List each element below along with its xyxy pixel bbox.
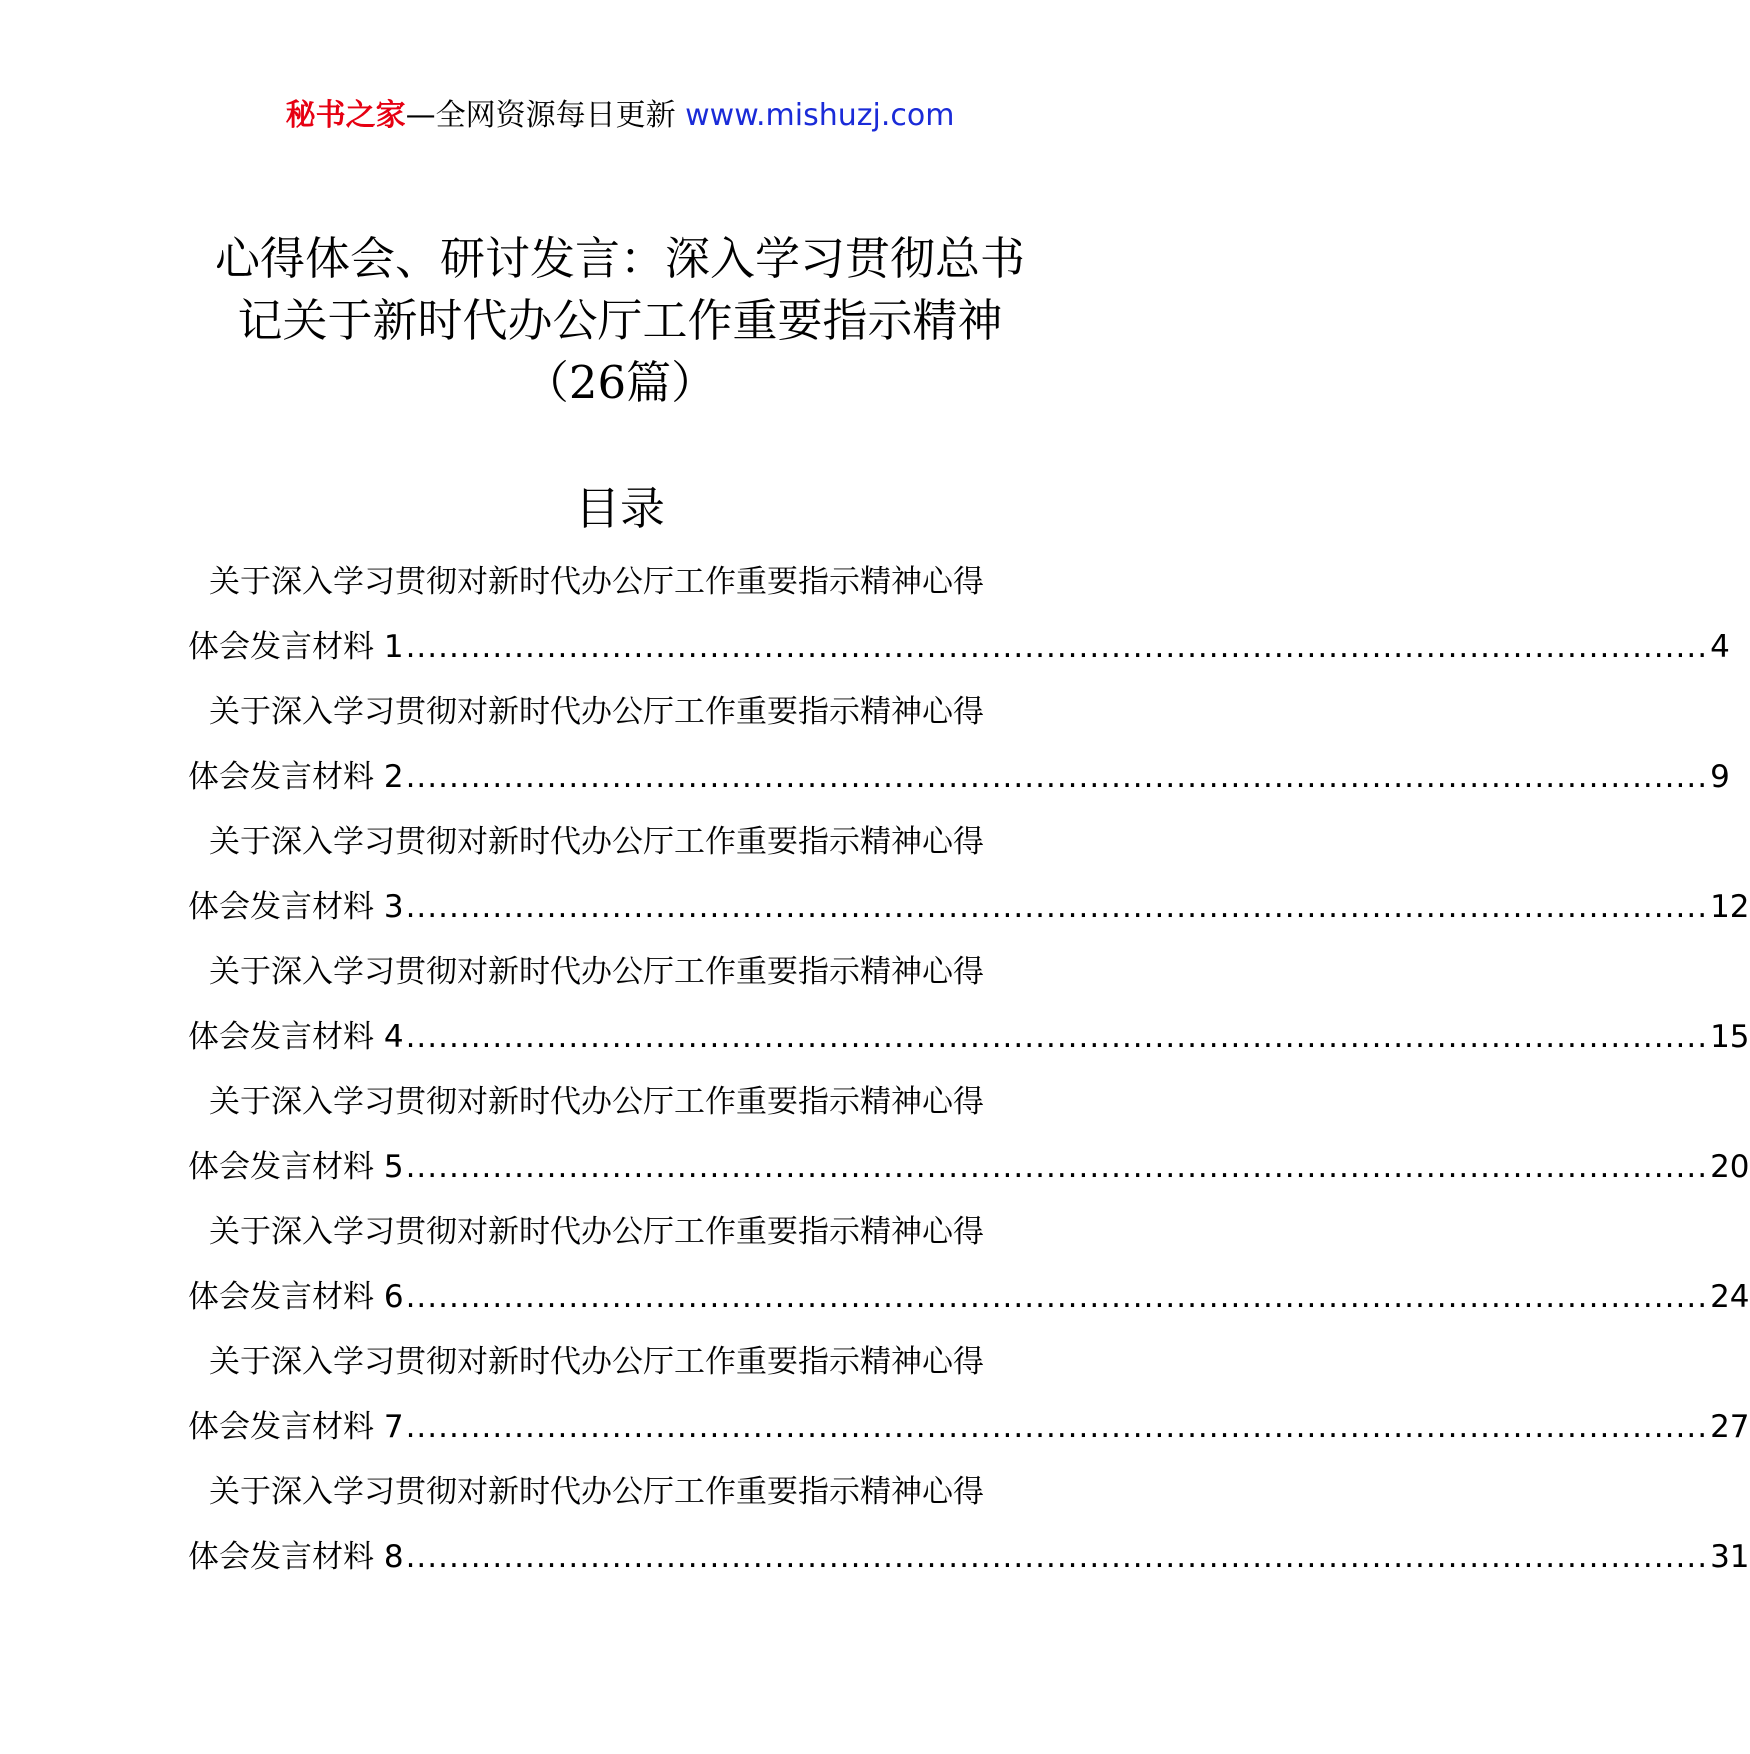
- toc-entry-title: 关于深入学习贯彻对新时代办公厅工作重要指示精神心得: [209, 694, 984, 730]
- toc-entry-line2: [188, 745, 1730, 810]
- toc-entry[interactable]: [188, 1200, 1750, 1330]
- header-slogan: —全网资源每日更新: [405, 98, 676, 133]
- toc-page-number: 27: [1710, 1409, 1750, 1445]
- site-url-link[interactable]: www.mishuzj.com: [685, 98, 955, 133]
- toc-entry-title-end: 体会发言材料 1: [188, 629, 404, 665]
- brand-name: 秘书之家: [285, 98, 406, 133]
- toc-entry-title: 关于深入学习贯彻对新时代办公厅工作重要指示精神心得: [209, 1474, 984, 1510]
- toc-entry[interactable]: [188, 680, 1730, 810]
- table-of-contents: [188, 550, 1750, 1590]
- toc-dot-leader: ........................................................................................................................: [405, 1019, 1709, 1055]
- toc-entry-line2: [188, 1395, 1750, 1460]
- toc-entry-line2: [188, 615, 1730, 680]
- toc-dot-leader: ........................................................................................................................: [405, 759, 1709, 795]
- toc-entry-title-end: 体会发言材料 2: [188, 759, 404, 795]
- toc-dot-leader: ........................................................................................................................: [405, 1279, 1709, 1315]
- toc-entry-line2: [188, 1525, 1750, 1590]
- toc-page-number: 20: [1710, 1149, 1750, 1185]
- toc-entry-title: 关于深入学习贯彻对新时代办公厅工作重要指示精神心得: [209, 954, 984, 990]
- toc-page-number: 9: [1710, 759, 1730, 795]
- toc-page-number: 24: [1710, 1279, 1750, 1315]
- toc-entry-line2: [188, 1005, 1750, 1070]
- toc-dot-leader: ........................................................................................................................: [405, 629, 1709, 665]
- title-line-1: 心得体会、研讨发言：深入学习贯彻总书: [214, 232, 1025, 285]
- toc-dot-leader: ........................................................................................................................: [405, 1149, 1709, 1185]
- toc-entry-line2: [188, 1265, 1750, 1330]
- title-line-2: 记关于新时代办公厅工作重要指示精神: [237, 294, 1003, 347]
- toc-dot-leader: ........................................................................................................................: [405, 1539, 1709, 1575]
- document-title: [0, 228, 1240, 414]
- toc-entry-title: 关于深入学习贯彻对新时代办公厅工作重要指示精神心得: [209, 824, 984, 860]
- toc-dot-leader: ........................................................................................................................: [405, 1409, 1709, 1445]
- toc-entry-line2: [188, 1135, 1750, 1200]
- toc-entry-title-end: 体会发言材料 6: [188, 1279, 404, 1315]
- toc-page-number: 4: [1710, 629, 1730, 665]
- toc-entry-title: 关于深入学习贯彻对新时代办公厅工作重要指示精神心得: [209, 1344, 984, 1380]
- toc-entry[interactable]: [188, 1070, 1750, 1200]
- toc-entry-title: 关于深入学习贯彻对新时代办公厅工作重要指示精神心得: [209, 1084, 984, 1120]
- toc-entry[interactable]: [188, 1460, 1750, 1590]
- toc-entry-title: 关于深入学习贯彻对新时代办公厅工作重要指示精神心得: [209, 564, 984, 600]
- toc-entry-title-end: 体会发言材料 3: [188, 889, 404, 925]
- toc-dot-leader: ........................................................................................................................: [405, 889, 1709, 925]
- toc-page-number: 12: [1710, 889, 1750, 925]
- toc-entry[interactable]: [188, 550, 1730, 680]
- toc-heading: 目录: [574, 482, 665, 535]
- toc-page-number: 31: [1710, 1539, 1750, 1575]
- toc-entry-title-end: 体会发言材料 5: [188, 1149, 404, 1185]
- toc-page-number: 15: [1710, 1019, 1750, 1055]
- toc-entry[interactable]: [188, 940, 1750, 1070]
- toc-entry[interactable]: [188, 1330, 1750, 1460]
- toc-entry-title-end: 体会发言材料 4: [188, 1019, 404, 1055]
- toc-entry-title-end: 体会发言材料 7: [188, 1409, 404, 1445]
- toc-entry-title: 关于深入学习贯彻对新时代办公厅工作重要指示精神心得: [209, 1214, 984, 1250]
- toc-entry[interactable]: [188, 810, 1750, 940]
- toc-entry-title-end: 体会发言材料 8: [188, 1539, 404, 1575]
- site-header: [0, 98, 1240, 134]
- toc-entry-line2: [188, 875, 1750, 940]
- title-article-count: （26篇）: [523, 356, 717, 409]
